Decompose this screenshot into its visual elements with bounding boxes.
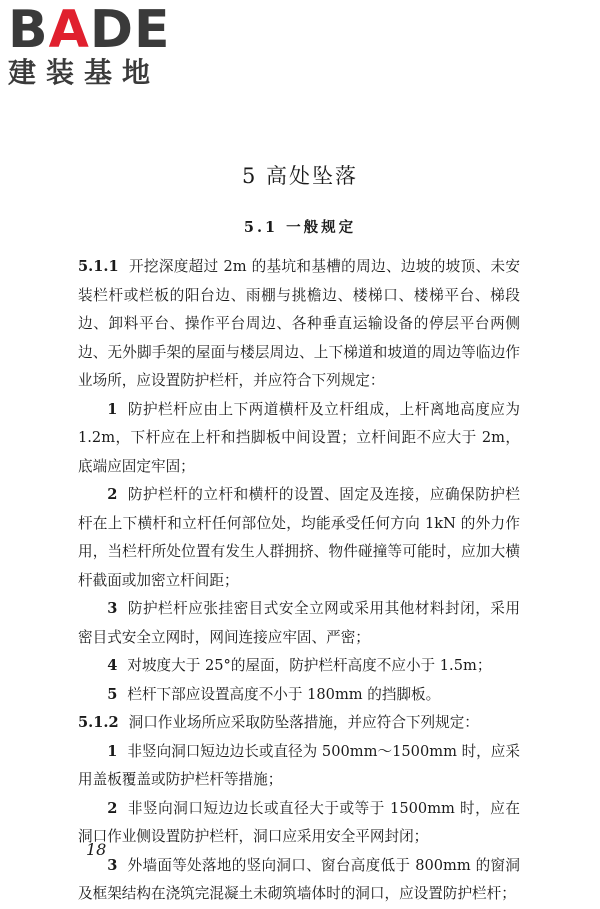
item-number: 4 xyxy=(107,657,118,674)
item-number: 1 xyxy=(107,400,118,418)
clause-paragraph xyxy=(78,253,520,396)
chapter-title: 5 高处坠落 xyxy=(241,164,359,188)
clause-text: 开挖深度超过 2m 的基坑和基槽的周边、边坡的坡顶、未安装栏杆或栏板的阳台边、雨棚与挑檐边、楼梯口、楼梯平台、梯段边、卸料平台、操作平台周边、各种垂直运输设备的停层平台两侧边、无外脚手架的屋面与楼层周边、上下梯道和坡道的周边等临边作业场所，应设置防护栏杆，并应符合下列规定： xyxy=(78,258,520,389)
document-body xyxy=(78,253,520,909)
item-text: 外墙面等处落地的竖向洞口、窗台高度低于 800mm 的窗洞及框架结构在浇筑完混凝土未砌筑墙体时的洞口，应设置防护栏杆； xyxy=(78,856,520,902)
item-text: 对坡度大于 25°的屋面，防护栏杆高度不应小于 1.5m； xyxy=(127,657,492,674)
item-number: 2 xyxy=(107,799,118,817)
item-paragraph xyxy=(78,738,520,795)
section-title: 5.1 一般规定 xyxy=(243,219,357,236)
item-number: 5 xyxy=(107,685,118,703)
page-number: 18 xyxy=(86,840,107,859)
item-text: 非竖向洞口短边边长或直径为 500mm～1500mm 时，应采用盖板覆盖或防护栏杆等措施； xyxy=(78,742,520,788)
logo-subtitle: 建装基地 xyxy=(8,56,161,89)
item-text: 栏杆下部应设置高度不小于 180mm 的挡脚板。 xyxy=(127,685,441,703)
item-paragraph xyxy=(78,652,520,681)
logo-mark-text: BADE xyxy=(8,0,171,60)
logo xyxy=(8,0,171,89)
item-number: 2 xyxy=(107,486,118,503)
clause-paragraph xyxy=(78,709,520,738)
clause-text: 洞口作业场所应采取防坠落措施，并应符合下列规定： xyxy=(128,714,479,731)
item-text: 非竖向洞口短边边长或直径大于或等于 1500mm 时，应在洞口作业侧设置防护栏杆，洞口应采用安全平网封闭； xyxy=(78,799,520,845)
item-paragraph xyxy=(78,396,520,482)
item-number: 1 xyxy=(107,742,118,760)
clause-number: 5.1.2 xyxy=(78,714,119,731)
item-paragraph xyxy=(78,481,520,595)
item-text: 防护栏杆应由上下两道横杆及立杆组成，上杆离地高度应为 1.2m，下杆应在上杆和挡脚板中间设置；立杆间距不应大于 2m，底端应固定牢固； xyxy=(78,400,520,475)
logo-mark xyxy=(8,0,171,60)
item-paragraph xyxy=(78,795,520,852)
item-number: 3 xyxy=(107,856,118,874)
item-paragraph xyxy=(78,681,520,710)
item-paragraph xyxy=(78,595,520,652)
item-text: 防护栏杆应张挂密目式安全立网或采用其他材料封闭，采用密目式安全立网时，网间连接应牢固、严密； xyxy=(78,600,520,646)
clause-number: 5.1.1 xyxy=(78,258,119,275)
item-number: 3 xyxy=(107,600,118,617)
item-text: 防护栏杆的立杆和横杆的设置、固定及连接，应确保防护栏杆在上下横杆和立杆任何部位处，均能承受任何方向 1kN 的外力作用，当栏杆所处位置有发生人群拥挤、物件碰撞等可能时，应加大横杆截面或加密立杆间距； xyxy=(78,486,520,589)
logo-accent-letter: A xyxy=(48,0,90,60)
